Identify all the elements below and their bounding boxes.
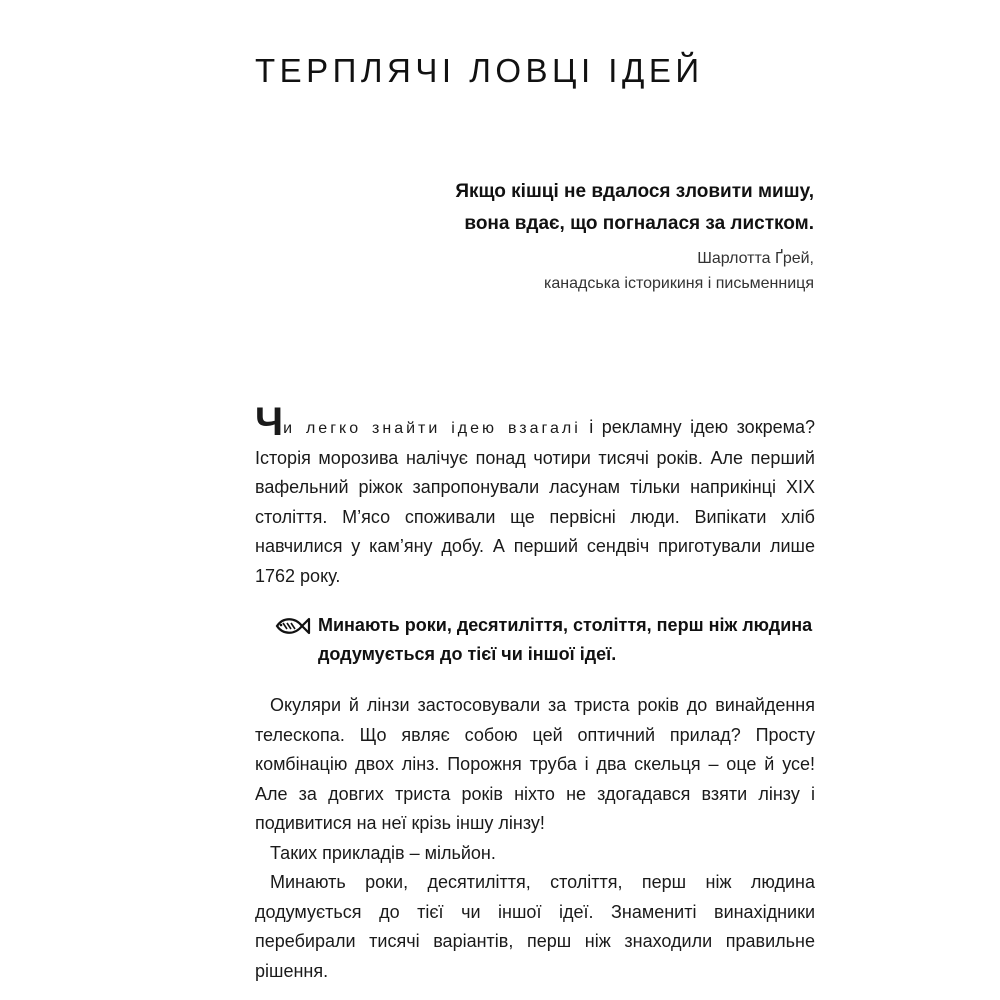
highlight-text: Минають роки, десятиліття, століття, перш ніж людина додумується до тієї чи іншої ідеї. [318,615,813,664]
epigraph-line-2: вона вдає, що погналася за листком. [464,213,814,234]
fish-icon [275,615,311,637]
opening-paragraph-text: і рекламну ідею зокрема? Історія морозива налічує понад чотири тисячі років. Але перший вафельний ріжок запропонували ласунам тільки наприкінці XIX століття. М’ясо споживали ще первісні люди. Випікати хліб навчилися у кам’яну добу. А перший сендвіч приготували лише 1762 року. [255,417,815,586]
highlight-callout [255,611,815,669]
paragraph-telescope: Окуляри й лінзи застосовували за триста років до винайдення телескопа. Що являє собою цей оптичний прилад? Просту комбінацію двох лінз. Порожня труба і два скельця – оце й усе! Але за довгих триста років ніхто не здогадався взяти лінзу і подивитися на неї крізь іншу лінзу! [255,695,815,833]
lead-in-smallcaps: и легко знайти ідею взагалі [283,420,581,437]
epigraph [294,176,814,296]
paragraph-inventors: Минають роки, десятиліття, століття, перш ніж людина додумується до тієї чи іншої ідеї. Знамениті винахідники перебирали тисячі варіантів, перш ніж знаходили правильне рішення. [255,872,815,981]
chapter-body [255,400,815,986]
epigraph-author: Шарлотта Ґрей, [697,250,814,267]
epigraph-author-role: канадська історикиня і письменниця [544,275,814,292]
paragraph-examples: Таких прикладів – мільйон. [270,842,496,863]
drop-cap: Ч [255,400,284,444]
opening-paragraph [255,400,815,591]
epigraph-line-1: Якщо кішці не вдалося зловити мишу, [455,181,814,202]
chapter-title: ТЕРПЛЯЧІ ЛОВЦІ ІДЕЙ [255,52,704,89]
